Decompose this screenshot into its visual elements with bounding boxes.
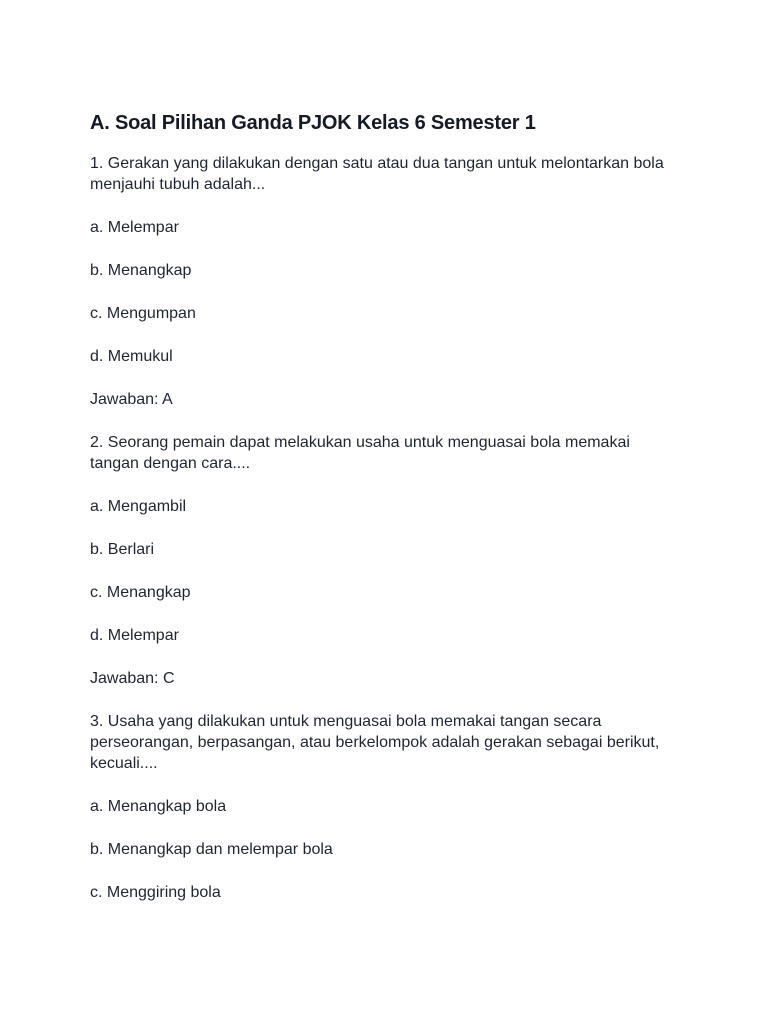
option-c: c. Menggiring bola xyxy=(90,884,221,901)
option-a: a. Melempar xyxy=(90,219,179,236)
option-a: a. Menangkap bola xyxy=(90,798,227,815)
question-3 xyxy=(90,711,680,903)
question-2 xyxy=(90,432,680,689)
question-1 xyxy=(90,153,680,410)
answer-key: Jawaban: A xyxy=(90,391,173,408)
answer-key: Jawaban: C xyxy=(90,670,175,687)
option-c: c. Mengumpan xyxy=(90,305,196,322)
option-b: b. Menangkap dan melempar bola xyxy=(90,841,333,858)
document-page xyxy=(90,110,680,925)
question-text: 1. Gerakan yang dilakukan dengan satu atau dua tangan untuk melontarkan bola menjauhi tubuh adalah... xyxy=(90,155,664,193)
option-b: b. Menangkap xyxy=(90,262,192,279)
option-d: d. Melempar xyxy=(90,627,179,644)
option-c: c. Menangkap xyxy=(90,584,191,601)
option-a: a. Mengambil xyxy=(90,498,187,515)
question-text: 3. Usaha yang dilakukan untuk menguasai bola memakai tangan secara perseorangan, berpasangan, atau berkelompok adalah gerakan sebagai berikut, kecuali.... xyxy=(90,713,660,772)
question-text: 2. Seorang pemain dapat melakukan usaha untuk menguasai bola memakai tangan dengan cara.... xyxy=(90,434,630,472)
option-b: b. Berlari xyxy=(90,541,155,558)
option-d: d. Memukul xyxy=(90,348,173,365)
document-title: A. Soal Pilihan Ganda PJOK Kelas 6 Semester 1 xyxy=(90,112,536,134)
